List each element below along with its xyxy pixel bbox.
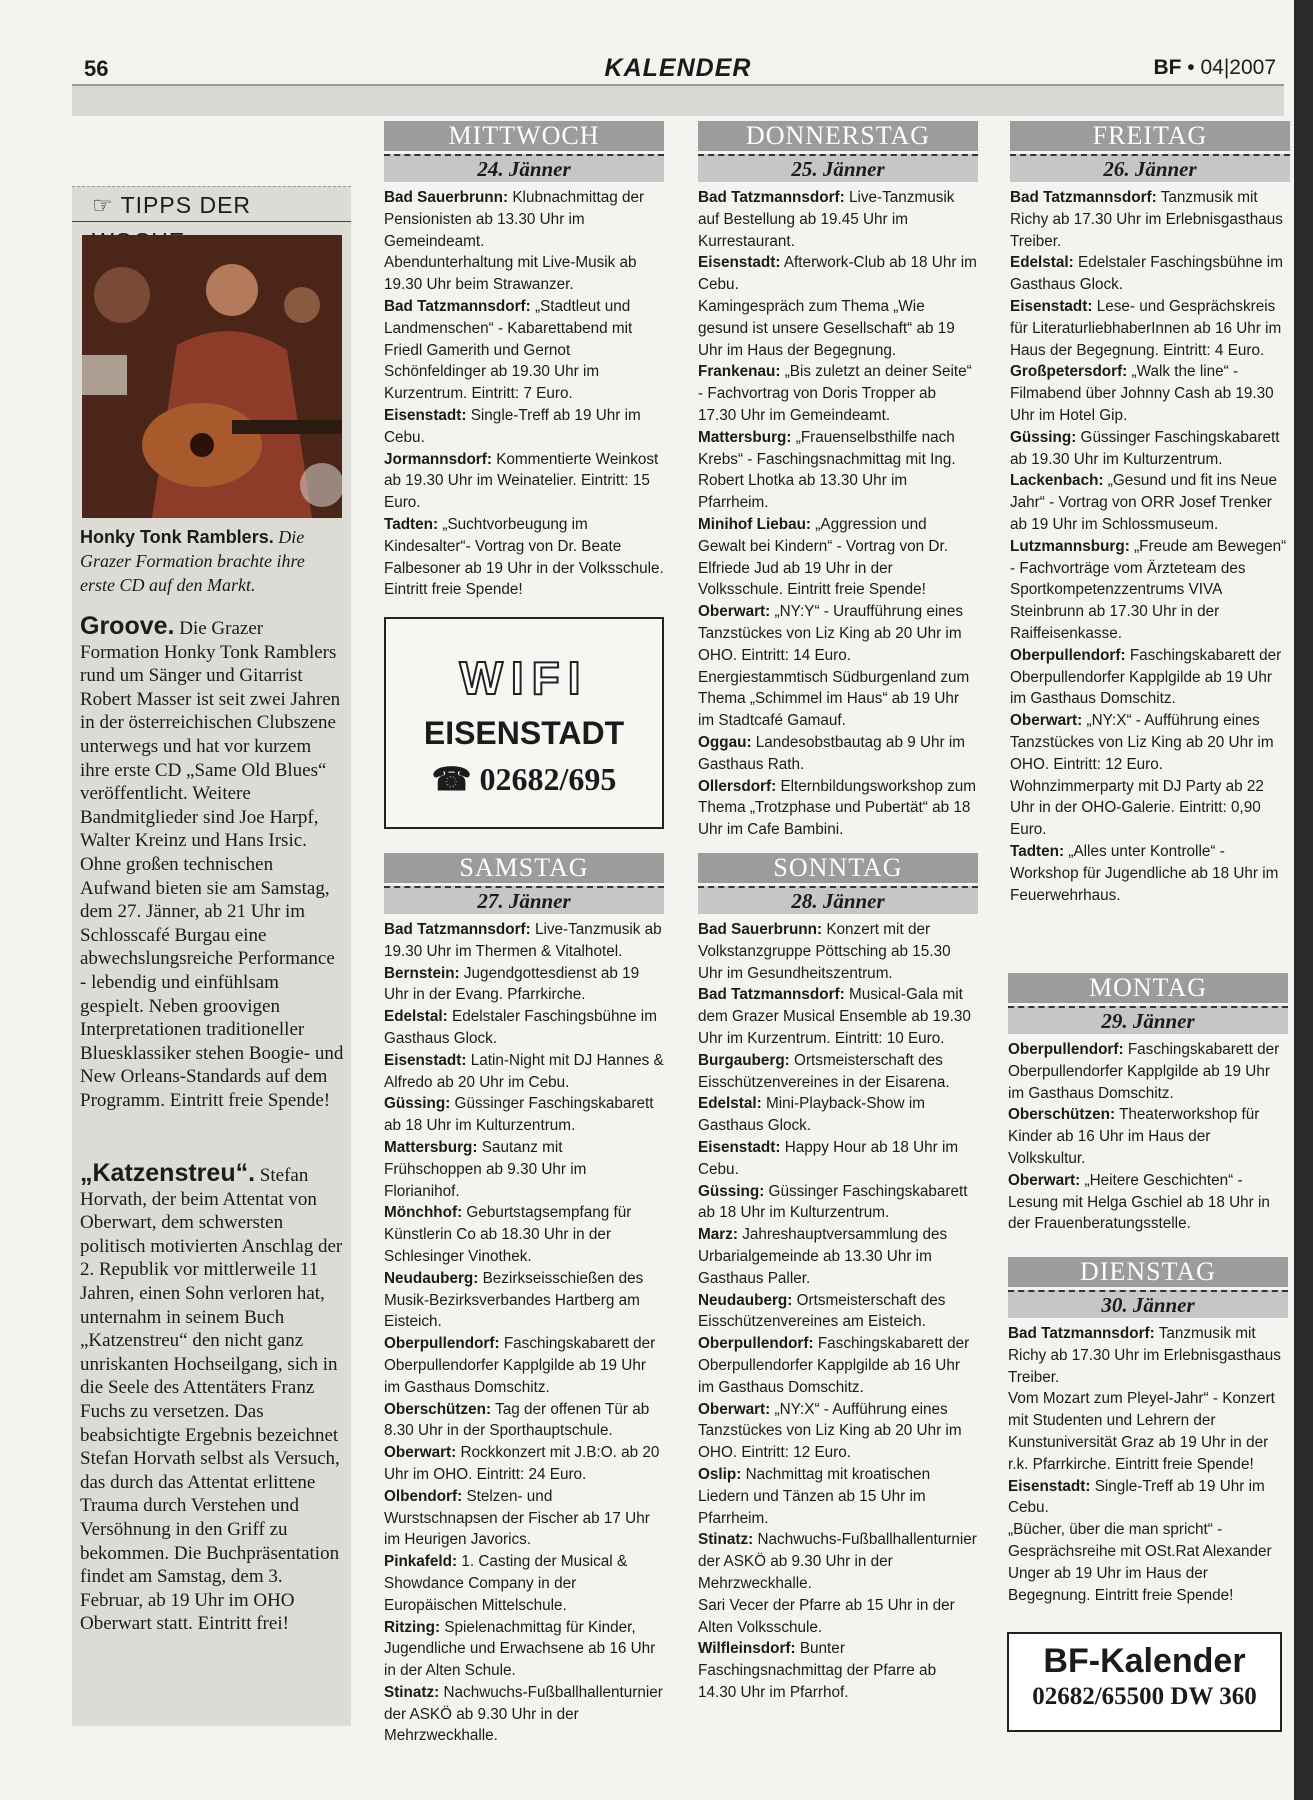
- event-place: Oberpullendorf:: [384, 1335, 500, 1353]
- event-entry: [698, 361, 978, 426]
- event-text: Tag der offenen Tür ab 8.30 Uhr in der Sporthauptschule.: [384, 1400, 650, 1440]
- event-entry: [698, 1224, 978, 1289]
- event-place: Eisenstadt:: [1008, 1477, 1091, 1495]
- event-text: Bunter Faschingsnachmittag der Pfarre ab 14.30 Uhr im Pfarrhof.: [698, 1640, 937, 1701]
- day-name: FREITAG: [1010, 121, 1290, 151]
- event-entry: [698, 732, 978, 776]
- day-date: 29. Jänner: [1008, 1006, 1288, 1034]
- event-place: Bad Tatzmannsdorf:: [698, 189, 845, 206]
- day-header-sonntag: [698, 853, 978, 913]
- day-name: DIENSTAG: [1008, 1257, 1288, 1287]
- event-place: Oberwart:: [1010, 712, 1083, 730]
- katzenstreu-article: [80, 1159, 344, 1636]
- event-place: Stinatz:: [698, 1531, 754, 1549]
- day-name: SAMSTAG: [384, 853, 664, 883]
- event-entry: [698, 1137, 978, 1181]
- issue-number: 04|2007: [1200, 56, 1276, 79]
- event-entry: [698, 1333, 978, 1398]
- event-entry: [1010, 841, 1290, 906]
- event-place: Großpetersdorf:: [1010, 363, 1128, 381]
- event-entry: [1008, 1519, 1288, 1606]
- event-text: Edelstaler Faschingsbühne im Gasthaus Glock.: [384, 1008, 657, 1047]
- event-place: Frankenau:: [698, 363, 781, 381]
- event-text: „Stadtleut und Landmenschen“ - Kabarettabend mit Friedl Gamerith und Gernot Schönfeldinger ab 19.30 Uhr im Kurzentrum. Eintritt: 7 Euro.: [384, 297, 633, 403]
- event-entry: [698, 601, 978, 666]
- event-entry: [698, 296, 978, 361]
- event-entry: [1008, 1104, 1288, 1169]
- day-header-montag: [1008, 973, 1288, 1033]
- event-place: Bad Sauerbrunn:: [698, 921, 823, 938]
- event-entry: [384, 187, 664, 252]
- katzenstreu-text: Stefan Horvath, der beim Attentat von Oberwart, dem schwersten politisch motivierten Anschlag der 2. Republik vor mittlerweile 11 Jahren, einen Sohn verloren hat, unternahm in seinem Buch „Katzenstreu“ den nicht ganz unriskanten Hochseilgang, sich in die Seele des Attentäters Franz Fuchs zu versetzen. Das beabsichtigte Ergebnis bezeichnet Stefan Horvath selbst als Versuch, das durch das Attentat erlittene Trauma durch Verstehen und Versöhnung in den Griff zu bekommen. Die Buchpräsentation findet am Samstag, dem 3. Februar, ab 19 Uhr im OHO Oberwart statt. Eintritt frei!: [80, 1165, 343, 1635]
- event-entry: [1008, 1170, 1288, 1235]
- event-place: Oberwart:: [384, 1444, 457, 1462]
- event-entry: [1010, 536, 1290, 645]
- event-entry: [384, 1442, 664, 1486]
- event-text: Vom Mozart zum Pleyel-Jahr“ - Konzert mit Studenten und Lehrern der Kunstuniversität Graz ab 19 Uhr in der r.k. Pfarrkirche. Eintritt freie Spende!: [1008, 1390, 1275, 1473]
- event-text: 1. Casting der Musical & Showdance Company in der Europäischen Mittelschule.: [384, 1553, 628, 1614]
- event-entry: [384, 1202, 664, 1267]
- event-text: Güssinger Faschingskabarett ab 19.30 Uhr im Kulturzentrum.: [1010, 428, 1280, 468]
- event-place: Oberwart:: [1008, 1171, 1081, 1189]
- event-place: Jormannsdorf:: [384, 450, 492, 468]
- event-place: Neudauberg:: [698, 1291, 793, 1309]
- event-text: Bezirkseisschießen des Musik-Bezirksverbandes Hartberg am Eisteich.: [384, 1269, 644, 1331]
- caption-lead: Honky Tonk Ramblers.: [80, 527, 274, 547]
- event-text: Güssinger Faschingskabarett ab 18 Uhr im Kulturzentrum.: [698, 1182, 968, 1222]
- day-date: 24. Jänner: [384, 154, 664, 182]
- event-place: Pinkafeld:: [384, 1553, 458, 1571]
- event-entry: [384, 405, 664, 449]
- brand-label: BF: [1153, 56, 1182, 79]
- groove-lead: Groove.: [80, 612, 175, 640]
- event-text: „Freude am Bewegen“ - Fachvorträge vom Ärzteteam des Sportkompetenzzentrums VIVA Steinbrunn ab 17.30 Uhr in der Raiffeisenkasse.: [1010, 537, 1287, 642]
- event-text: Konzert mit der Volkstanzgruppe Pöttsching ab 15.30 Uhr im Gesundheitszentrum.: [698, 921, 951, 982]
- event-entry: [384, 1268, 664, 1333]
- event-place: Oggau:: [698, 733, 752, 751]
- event-place: Eisenstadt:: [698, 254, 781, 272]
- event-place: Eisenstadt:: [384, 1051, 467, 1069]
- event-entry: [384, 963, 664, 1007]
- event-entry: [698, 1290, 978, 1334]
- event-entry: [1010, 645, 1290, 710]
- section-title: KALENDER: [604, 54, 752, 82]
- caption-text: Die Grazer Formation brachte ihre erste CD auf den Markt.: [80, 527, 305, 595]
- event-entry: [384, 1682, 664, 1747]
- event-text: Spielenachmittag für Kinder, Jugendliche und Erwachsene ab 16 Uhr in der Alten Schule.: [384, 1618, 656, 1680]
- events-montag: [1008, 1039, 1288, 1235]
- event-text: Live-Tanzmusik ab 19.30 Uhr im Thermen & Vitalhotel.: [384, 921, 662, 960]
- event-text: Energiestammtisch Südburgenland zum Thema „Schimmel im Haus“ ab 19 Uhr im Stadtcafé Gamauf.: [698, 668, 970, 730]
- guitarist-photo: [82, 235, 342, 518]
- event-place: Minihof Liebau:: [698, 515, 812, 533]
- event-place: Oberwart:: [698, 603, 771, 621]
- event-place: Stinatz:: [384, 1683, 440, 1701]
- event-entry: [1010, 470, 1290, 535]
- event-entry: [698, 1093, 978, 1137]
- event-entry: [1010, 776, 1290, 841]
- event-text: Single-Treff ab 19 Uhr im Cebu.: [384, 406, 641, 446]
- event-entry: [1010, 187, 1290, 252]
- event-text: „Walk the line“ - Filmabend über Johnny Cash ab 19.30 Uhr im Hotel Gip.: [1010, 363, 1274, 424]
- bf-title: BF-Kalender: [1043, 1642, 1246, 1680]
- event-entry: [1010, 296, 1290, 361]
- tipps-title: TIPPS DER: [120, 192, 252, 218]
- event-entry: [384, 1137, 664, 1202]
- day-name: MITTWOCH: [384, 121, 664, 151]
- bf-kalender-ad: [1007, 1632, 1282, 1732]
- event-text: Nachmittag mit kroatischen Liedern und Tänzen ab 15 Uhr im Pfarrheim.: [698, 1465, 931, 1527]
- event-entry: [384, 1486, 664, 1551]
- day-header-samstag: [384, 853, 664, 913]
- event-place: Mattersburg:: [384, 1138, 478, 1156]
- event-text: „Alles unter Kontrolle“ - Workshop für Jugendliche ab 18 Uhr im Feuerwehrhaus.: [1010, 842, 1279, 904]
- event-entry: [698, 776, 978, 841]
- event-place: Edelstal:: [384, 1008, 448, 1026]
- event-text: Sari Vecer der Pfarre ab 15 Uhr in der Alten Volksschule.: [698, 1596, 955, 1636]
- event-place: Bad Tatzmannsdorf:: [384, 921, 531, 938]
- event-place: Bernstein:: [384, 964, 460, 982]
- event-text: Jahreshauptversammlung des Urbarialgemeinde ab 13.30 Uhr im Gasthaus Paller.: [698, 1226, 948, 1287]
- events-freitag: [1010, 187, 1290, 906]
- event-entry: [698, 514, 978, 601]
- event-place: Oberschützen:: [384, 1400, 492, 1418]
- event-place: Oslip:: [698, 1465, 742, 1483]
- event-entry: [698, 252, 978, 296]
- event-place: Wilfleinsdorf:: [698, 1640, 796, 1658]
- event-text: Afterwork-Club ab 18 Uhr im Cebu.: [698, 254, 977, 294]
- events-samstag: [384, 919, 664, 1747]
- event-entry: [1010, 710, 1290, 775]
- event-place: Eisenstadt:: [698, 1138, 781, 1156]
- event-place: Tadten:: [1010, 842, 1065, 860]
- event-place: Güssing:: [384, 1095, 451, 1113]
- event-entry: [698, 187, 978, 252]
- event-text: Nachwuchs-Fußballhallenturnier der ASKÖ ab 9.30 Uhr in der Mehrzweckhalle.: [698, 1531, 977, 1592]
- event-entry: [698, 1638, 978, 1703]
- event-text: Live-Tanzmusik auf Bestellung ab 19.45 Uhr im Kurrestaurant.: [698, 189, 955, 250]
- katzenstreu-lead: „Katzenstreu“.: [80, 1159, 256, 1187]
- event-text: „Frauenselbsthilfe nach Krebs“ - Faschingsnachmittag mit Ing. Robert Lhotka ab 13.30 Uhr im Pfarrheim.: [698, 428, 956, 512]
- event-entry: [1010, 252, 1290, 296]
- event-entry: [384, 514, 664, 601]
- event-place: Ollersdorf:: [698, 777, 777, 795]
- event-text: Musical-Gala mit dem Grazer Musical Ensemble ab 19.30 Uhr im Kurzentrum. Eintritt: 10 Euro.: [698, 986, 971, 1047]
- page-number: 56: [84, 56, 109, 81]
- event-text: Ortsmeisterschaft des Eisschützenvereines in der Eisarena.: [698, 1051, 950, 1091]
- pointing-hand-icon: ☞: [92, 192, 114, 218]
- event-entry: [698, 1050, 978, 1094]
- event-text: Jugendgottesdienst ab 19 Uhr in der Evang. Pfarrkirche.: [384, 964, 640, 1004]
- band-photo: [82, 235, 342, 518]
- event-text: „Aggression und Gewalt bei Kindern“ - Vortrag von Dr. Elfriede Jud ab 19 Uhr in der Volksschule. Eintritt freie Spende!: [698, 515, 948, 599]
- event-text: Nachwuchs-Fußballhallenturnier der ASKÖ ab 9.30 Uhr in der Mehrzweckhalle.: [384, 1683, 663, 1745]
- event-text: Latin-Night mit DJ Hannes & Alfredo ab 20 Uhr im Cebu.: [384, 1051, 664, 1091]
- event-entry: [384, 1399, 664, 1443]
- event-text: Güssinger Faschingskabarett ab 18 Uhr im Kulturzentrum.: [384, 1095, 654, 1135]
- event-text: Geburtstagsempfang für Künstlerin Co ab 18.30 Uhr in der Schlesinger Vinothek.: [384, 1204, 632, 1265]
- event-text: Theaterworkshop für Kinder ab 16 Uhr im Haus der Volkskultur.: [1008, 1106, 1260, 1167]
- day-date: 25. Jänner: [698, 154, 978, 182]
- event-text: Klubnachmittag der Pensionisten ab 13.30 Uhr im Gemeindeamt.: [384, 189, 645, 250]
- event-entry: [698, 919, 978, 984]
- event-text: Mini-Playback-Show im Gasthaus Glock.: [698, 1095, 925, 1135]
- event-place: Ritzing:: [384, 1618, 441, 1636]
- event-entry: [384, 449, 664, 514]
- page-edge-shadow: [1294, 0, 1313, 1800]
- event-place: Oberpullendorf:: [698, 1335, 814, 1353]
- wifi-phone-number: 02682/695: [479, 761, 617, 797]
- event-place: Oberpullendorf:: [1010, 646, 1126, 664]
- event-text: Tanzmusik mit Richy ab 17.30 Uhr im Erlebnisgasthaus Treiber.: [1010, 189, 1283, 250]
- event-entry: [1008, 1323, 1288, 1388]
- event-entry: [698, 1595, 978, 1639]
- event-entry: [384, 1093, 664, 1137]
- day-header-dienstag: [1008, 1257, 1288, 1317]
- event-text: „NY:X“ - Aufführung eines Tanzstückes von Liz King ab 20 Uhr im OHO. Eintritt: 12 Euro.: [1010, 712, 1274, 773]
- event-entry: [384, 252, 664, 296]
- event-entry: [384, 1551, 664, 1616]
- event-place: Lutzmannsburg:: [1010, 537, 1130, 555]
- event-place: Mattersburg:: [698, 428, 792, 446]
- event-place: Mönchhof:: [384, 1204, 463, 1222]
- event-entry: [384, 1617, 664, 1682]
- event-entry: [698, 667, 978, 732]
- event-entry: [698, 984, 978, 1049]
- event-entry: [698, 1181, 978, 1225]
- photo-caption: [80, 525, 342, 597]
- event-place: Oberpullendorf:: [1008, 1041, 1124, 1058]
- event-entry: [384, 919, 664, 963]
- day-date: 28. Jänner: [698, 886, 978, 914]
- event-place: Bad Tatzmannsdorf:: [384, 297, 531, 315]
- event-text: „NY:X“ - Aufführung eines Tanzstückes von Liz King ab 20 Uhr im OHO. Eintritt: 12 Euro.: [698, 1400, 962, 1462]
- event-entry: [384, 1006, 664, 1050]
- event-text: Kamingespräch zum Thema „Wie gesund ist unsere Gesellschaft“ ab 19 Uhr im Haus der Begegnung.: [698, 297, 955, 359]
- event-place: Bad Sauerbrunn:: [384, 189, 509, 206]
- event-place: Bad Tatzmannsdorf:: [1008, 1325, 1155, 1342]
- event-text: Rockkonzert mit J.B:O. ab 20 Uhr im OHO. Eintritt: 24 Euro.: [384, 1444, 660, 1483]
- event-place: Bad Tatzmannsdorf:: [1010, 189, 1157, 206]
- event-place: Lackenbach:: [1010, 472, 1104, 490]
- issue-label: BF • 04|2007: [1153, 56, 1276, 79]
- event-text: „Gesund und fit ins Neue Jahr“ - Vortrag von ORR Josef Trenker ab 19 Uhr im Schlossmuseum.: [1010, 472, 1277, 533]
- event-text: Lese- und Gesprächskreis für LiteraturliebhaberInnen ab 16 Uhr im Haus der Begegnung. Eintritt: 4 Euro.: [1010, 297, 1282, 359]
- events-donnerstag: [698, 187, 978, 841]
- event-entry: [1010, 427, 1290, 471]
- event-place: Marz:: [698, 1226, 738, 1244]
- event-place: Oberschützen:: [1008, 1106, 1116, 1124]
- event-place: Burgauberg:: [698, 1051, 790, 1069]
- event-text: Wohnzimmerparty mit DJ Party ab 22 Uhr in der OHO-Galerie. Eintritt: 0,90 Euro.: [1010, 777, 1264, 839]
- event-entry: [1008, 1388, 1288, 1475]
- event-entry: [1008, 1476, 1288, 1520]
- header-band: [72, 86, 1284, 116]
- event-text: Faschingskabarett der Oberpullendorfer Kapplgilde ab 19 Uhr im Gasthaus Domschitz.: [1010, 646, 1282, 708]
- event-place: Edelstal:: [698, 1095, 762, 1113]
- event-entry: [384, 1333, 664, 1398]
- event-entry: [384, 1050, 664, 1094]
- page-header: [72, 54, 1284, 86]
- wifi-ad: [384, 617, 664, 829]
- event-place: Güssing:: [1010, 428, 1077, 446]
- event-text: Faschingskabarett der Oberpullendorfer Kapplgilde ab 19 Uhr im Gasthaus Domschitz.: [1008, 1041, 1280, 1102]
- event-entry: [1008, 1039, 1288, 1104]
- event-entry: [1010, 361, 1290, 426]
- event-place: Tadten:: [384, 515, 439, 533]
- event-place: Güssing:: [698, 1182, 765, 1200]
- event-text: „Bücher, über die man spricht“ - Gesprächsreihe mit OSt.Rat Alexander Unger ab 19 Uhr im Haus der Begegnung. Eintritt freie Spende!: [1008, 1521, 1272, 1604]
- event-text: Kommentierte Weinkost ab 19.30 Uhr im Weinatelier. Eintritt: 15 Euro.: [384, 450, 659, 512]
- day-header-freitag: [1010, 121, 1290, 181]
- event-text: „NY:Y“ - Uraufführung eines Tanzstückes von Liz King ab 20 Uhr im OHO. Eintritt: 14 Euro.: [698, 603, 963, 664]
- event-text: Tanzmusik mit Richy ab 17.30 Uhr im Erlebnisgasthaus Treiber.: [1008, 1325, 1281, 1386]
- bf-phone: 02682/65500 DW 360: [1032, 1683, 1257, 1710]
- event-entry: [698, 1529, 978, 1594]
- event-text: Single-Treff ab 19 Uhr im Cebu.: [1008, 1477, 1265, 1517]
- event-place: Eisenstadt:: [384, 406, 467, 424]
- event-text: Faschingskabarett der Oberpullendorfer Kapplgilde ab 19 Uhr im Gasthaus Domschitz.: [384, 1335, 656, 1396]
- day-header-donnerstag: [698, 121, 978, 181]
- event-text: Landesobstbautag ab 9 Uhr im Gasthaus Rath.: [698, 733, 965, 773]
- day-name: DONNERSTAG: [698, 121, 978, 151]
- event-text: Elternbildungsworkshop zum Thema „Trotzphase und Pubertät“ ab 18 Uhr im Cafe Bambini.: [698, 777, 977, 839]
- events-dienstag: [1008, 1323, 1288, 1606]
- groove-article: [80, 612, 344, 1112]
- event-text: Abendunterhaltung mit Live-Musik ab 19.30 Uhr beim Strawanzer.: [384, 254, 637, 294]
- wifi-city: EISENSTADT: [423, 715, 625, 751]
- day-name: MONTAG: [1008, 973, 1288, 1003]
- event-text: Edelstaler Faschingsbühne im Gasthaus Glock.: [1010, 254, 1283, 294]
- wifi-logo: WIFI: [459, 652, 589, 704]
- wifi-phone: [386, 760, 662, 798]
- day-date: 30. Jänner: [1008, 1290, 1288, 1318]
- event-text: „Heitere Geschichten“ - Lesung mit Helga Gschiel ab 18 Uhr in der Frauenberatungsstelle.: [1008, 1171, 1270, 1233]
- event-place: Olbendorf:: [384, 1487, 463, 1505]
- events-mittwoch: [384, 187, 664, 601]
- event-text: Sautanz mit Frühschoppen ab 9.30 Uhr im Florianihof.: [384, 1138, 587, 1200]
- event-text: „Bis zuletzt an deiner Seite“ - Fachvortrag von Doris Tropper ab 17.30 Uhr im Gemeindeamt.: [698, 363, 972, 424]
- events-sonntag: [698, 919, 978, 1704]
- event-entry: [698, 427, 978, 514]
- event-text: Happy Hour ab 18 Uhr im Cebu.: [698, 1138, 959, 1178]
- groove-text: Die Grazer Formation Honky Tonk Ramblers rund um Sänger und Gitarrist Robert Masser ist seit zwei Jahren in der österreichischen Clubszene unterwegs und hat vor kurzem ihre erste CD „Same Old Blues“ veröffentlicht. Weitere Bandmitglieder sind Joe Harpf, Walter Kreinz und Hans Irsic. Ohne großen technischen Aufwand bieten sie am Samstag, dem 27. Jänner, ab 21 Uhr im Schlosscafé Burgau eine abwechslungsreiche Performance - lebendig und einfühlsam gespielt. Neben groovigen Interpretationen traditioneller Bluesklassiker stehen Boogie- und New Orleans-Standards auf dem Programm. Eintritt freie Spende!: [80, 618, 344, 1111]
- event-entry: [698, 1464, 978, 1529]
- day-date: 27. Jänner: [384, 886, 664, 914]
- event-text: Faschingskabarett der Oberpullendorfer Kapplgilde ab 16 Uhr im Gasthaus Domschitz.: [698, 1335, 970, 1396]
- phone-icon: ☎: [431, 761, 472, 797]
- day-name: SONNTAG: [698, 853, 978, 883]
- event-entry: [698, 1399, 978, 1464]
- event-place: Eisenstadt:: [1010, 297, 1093, 315]
- event-entry: [384, 296, 664, 405]
- event-text: Ortsmeisterschaft des Eisschützenvereines am Eisteich.: [698, 1291, 946, 1331]
- event-text: „Suchtvorbeugung im Kindesalter“- Vortrag von Dr. Beate Falbesoner ab 19 Uhr in der Volksschule. Eintritt freie Spende!: [384, 515, 664, 599]
- event-text: Stelzen- und Wurstschnapsen der Fischer ab 17 Uhr im Heurigen Javorics.: [384, 1487, 650, 1549]
- event-place: Bad Tatzmannsdorf:: [698, 986, 845, 1004]
- day-header-mittwoch: [384, 121, 664, 181]
- tipps-heading: [72, 186, 351, 222]
- event-place: Edelstal:: [1010, 254, 1074, 272]
- event-place: Neudauberg:: [384, 1269, 479, 1287]
- day-date: 26. Jänner: [1010, 154, 1290, 182]
- event-place: Oberwart:: [698, 1400, 771, 1418]
